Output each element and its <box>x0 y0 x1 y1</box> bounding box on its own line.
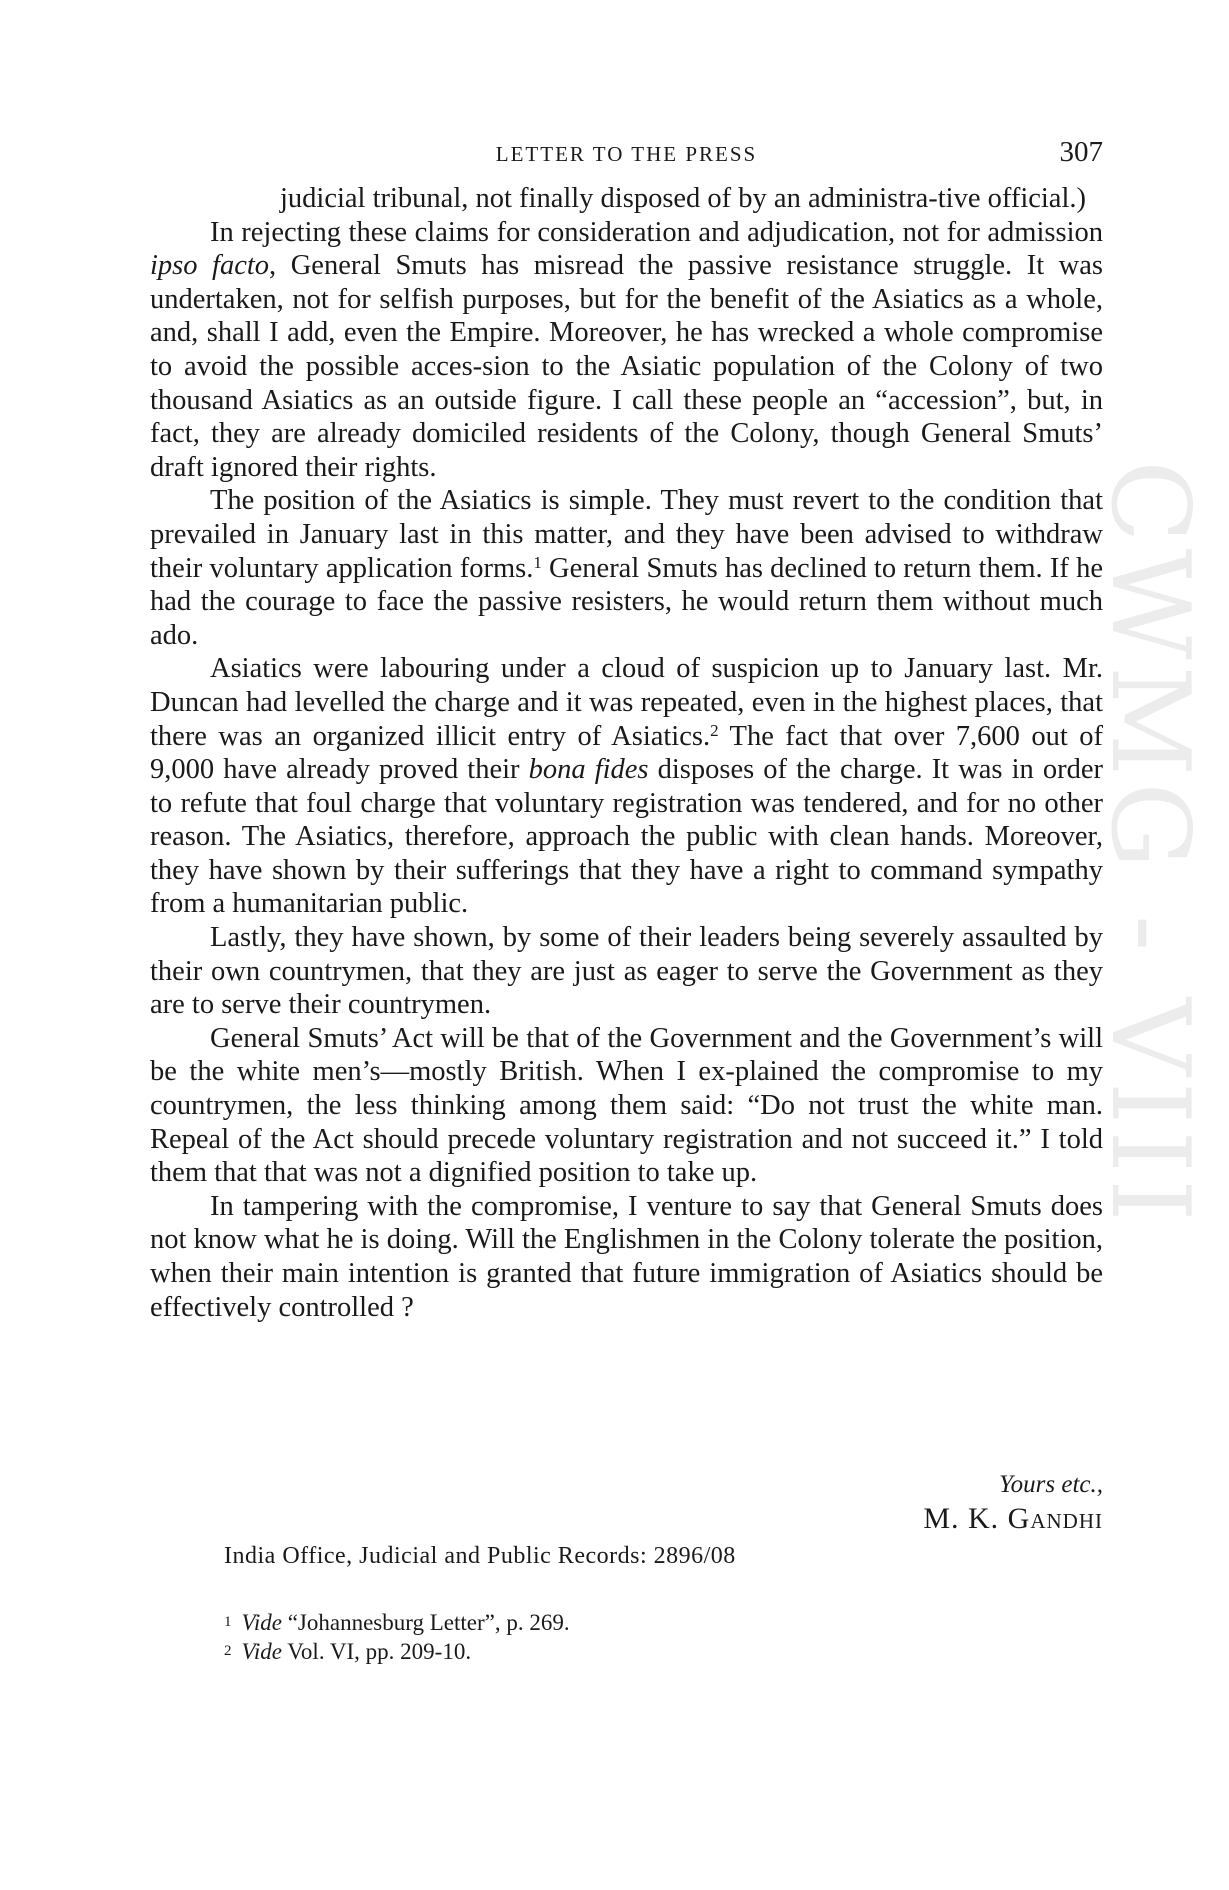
footnote-vide: Vide <box>241 1639 282 1664</box>
footnotes <box>224 1608 570 1666</box>
footnote-text: “Johannesburg Letter”, p. 269. <box>281 1610 570 1635</box>
text-segment: General Smuts has declined to return them. If he had the courage to face the passive resisters, he would return them without much ado. <box>150 552 1103 651</box>
text-segment: Asiatics were labouring under a cloud of suspicion up to January last. Mr. Duncan had levelled the charge and it was repeated, even in the highest places, that there was an organized illicit entry of Asiatics. <box>150 653 1103 752</box>
text-segment: The position of the Asiatics is simple. They must revert to the condition that prevailed in January last in this matter, and they have been advised to withdraw their voluntary application forms. <box>150 485 1103 584</box>
text-segment: General Smuts’ Act will be that of the Government and the Government’s will be the white men’s—mostly British. When I ex-plained the compromise to my countrymen, the less thinking among them said: “Do not trust the white man. Repeal of the Act should precede voluntary registration and not succeed it.” I told them that that was not a dignified position to take up. <box>150 1022 1103 1189</box>
paragraph <box>150 216 1103 485</box>
text-segment: In tampering with the compromise, I venture to say that General Smuts does not know what he is doing. Will the Englishmen in the Colony tolerate the position, when their main intention is granted that future immigration of Asiatics should be effectively controlled ? <box>150 1190 1103 1323</box>
text-segment: Lastly, they have shown, by some of their leaders being severely assaulted by their own countrymen, that they are just as eager to serve the Government as they are to serve their countrymen. <box>150 922 1103 1021</box>
footnote-reference: 2 <box>710 720 719 740</box>
signature-name <box>923 1500 1103 1540</box>
footnote-vide: Vide <box>241 1610 282 1635</box>
footnote-number: 1 <box>224 1614 232 1630</box>
paragraph <box>150 1190 1103 1324</box>
signature-smallcaps: ANDHI <box>1030 1509 1103 1533</box>
closing-salutation: Yours etc., <box>999 1471 1103 1498</box>
footnote <box>224 1637 570 1666</box>
page-number: 307 <box>1059 136 1103 168</box>
footnote-number: 2 <box>224 1643 232 1659</box>
watermark <box>1087 460 1212 1420</box>
source-citation: India Office, Judicial and Public Records: 2896/08 <box>224 1543 736 1569</box>
footnote <box>224 1608 570 1637</box>
italic-text: ipso facto <box>150 250 270 282</box>
continued-paragraph <box>280 182 1103 216</box>
paragraph <box>150 652 1103 921</box>
text-segment: In rejecting these claims for consideration and adjudication, not for admission <box>210 216 1103 248</box>
italic-text: bona fides <box>528 754 649 786</box>
signoff <box>923 1470 1103 1540</box>
text-segment: The fact that over 7,600 out of 9,000 have already proved their <box>150 720 1103 786</box>
running-header <box>150 136 1103 172</box>
running-title: LETTER TO THE PRESS <box>495 142 758 166</box>
watermark-text: CWMG - VIII <box>1087 460 1212 1228</box>
paragraph <box>150 484 1103 652</box>
text-segment: judicial tribunal, not finally disposed of by an administra-tive official.) <box>280 183 1086 214</box>
paragraph <box>150 1022 1103 1190</box>
footnote-text: Vol. VI, pp. 209-10. <box>281 1639 472 1664</box>
text-segment: disposes of the charge. It was in order to refute that foul charge that voluntary registration was tendered, and for no other reason. The Asiatics, therefore, approach the public with clean hands. Moreover, they have shown by their sufferings that they have a right to command sympathy from a humanitarian public. <box>150 754 1103 920</box>
footnote-reference: 1 <box>533 552 542 572</box>
text-segment: , General Smuts has misread the passive resistance struggle. It was undertaken, not for selfish purposes, but for the benefit of the Asiatics as a whole, and, shall I add, even the Empire. Moreover, he has wrecked a whole compromise to avoid the possible acces-sion to the Asiatic population of the Colony of two thousand Asiatics as an outside figure. I call these people an “accession”, but, in fact, they are already domiciled residents of the Colony, though General Smuts’ draft ignored their rights. <box>150 250 1103 483</box>
signature-initials: M. K. G <box>923 1502 1031 1535</box>
letter-body <box>150 182 1103 1324</box>
paragraph <box>150 921 1103 1022</box>
